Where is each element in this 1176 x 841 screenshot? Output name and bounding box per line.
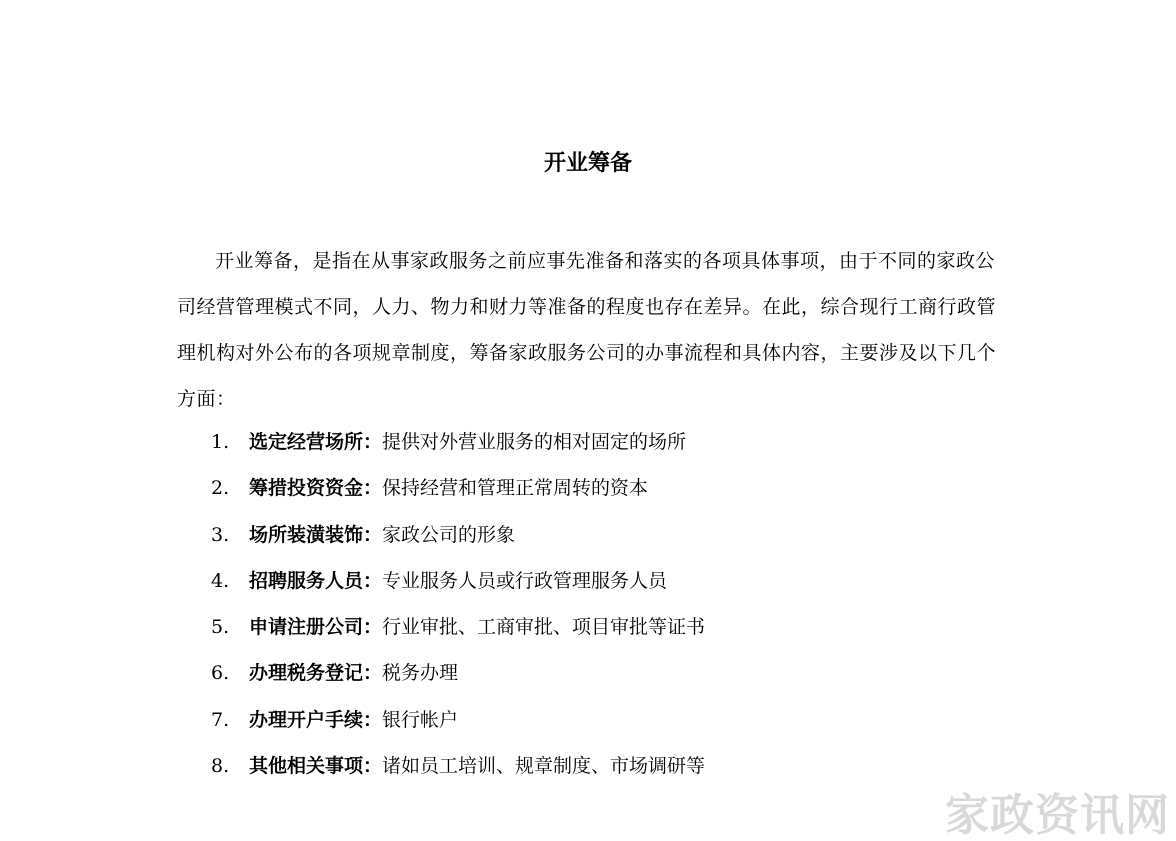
list-item (211, 558, 705, 604)
list-item (211, 697, 705, 743)
item-term: 办理开户手续： (249, 708, 383, 731)
item-description: 行业审批、工商审批、项目审批等证书 (382, 616, 706, 639)
item-term: 办理税务登记： (249, 662, 383, 685)
item-number: 3. (211, 523, 230, 546)
item-number: 2. (211, 477, 230, 500)
item-term: 场所装潢装饰： (249, 523, 383, 546)
item-term: 筹措投资资金： (249, 477, 383, 500)
item-term: 招聘服务人员： (249, 569, 383, 592)
item-description: 家政公司的形象 (382, 523, 516, 546)
item-description: 保持经营和管理正常周转的资本 (382, 477, 649, 500)
item-term: 其他相关事项： (249, 755, 383, 778)
item-number: 7. (211, 708, 230, 731)
item-term: 申请注册公司： (249, 616, 383, 639)
list-item (211, 650, 705, 696)
item-description: 专业服务人员或行政管理服务人员 (382, 569, 668, 592)
item-description: 提供对外营业服务的相对固定的场所 (382, 431, 687, 453)
item-number: 4. (211, 569, 230, 592)
preparation-list (211, 419, 705, 789)
item-description: 税务办理 (382, 662, 459, 685)
item-description: 银行帐户 (382, 708, 459, 731)
list-item (211, 465, 705, 511)
item-number: 6. (211, 662, 230, 685)
item-term: 选定经营场所： (249, 431, 383, 453)
list-item (211, 604, 705, 650)
list-item (211, 419, 705, 465)
item-description: 诸如员工培训、规章制度、市场调研等 (382, 755, 706, 778)
intro-paragraph: 开业筹备，是指在从事家政服务之前应事先准备和落实的各项具体事项，由于不同的家政公司经营管理模式不同，人力、物力和财力等准备的程度也存在差异。在此，综合现行工商行政管理机构对外公布的各项规章制度，筹备家政服务公司的办事流程和具体内容，主要涉及以下几个方面： (177, 250, 997, 410)
list-item (211, 743, 705, 789)
item-number: 8. (211, 755, 230, 778)
site-watermark: 家政资讯网 (945, 790, 1170, 841)
item-number: 1. (211, 431, 230, 453)
item-number: 5. (211, 616, 230, 639)
document-title: 开业筹备 (543, 151, 632, 176)
list-item (211, 512, 705, 558)
